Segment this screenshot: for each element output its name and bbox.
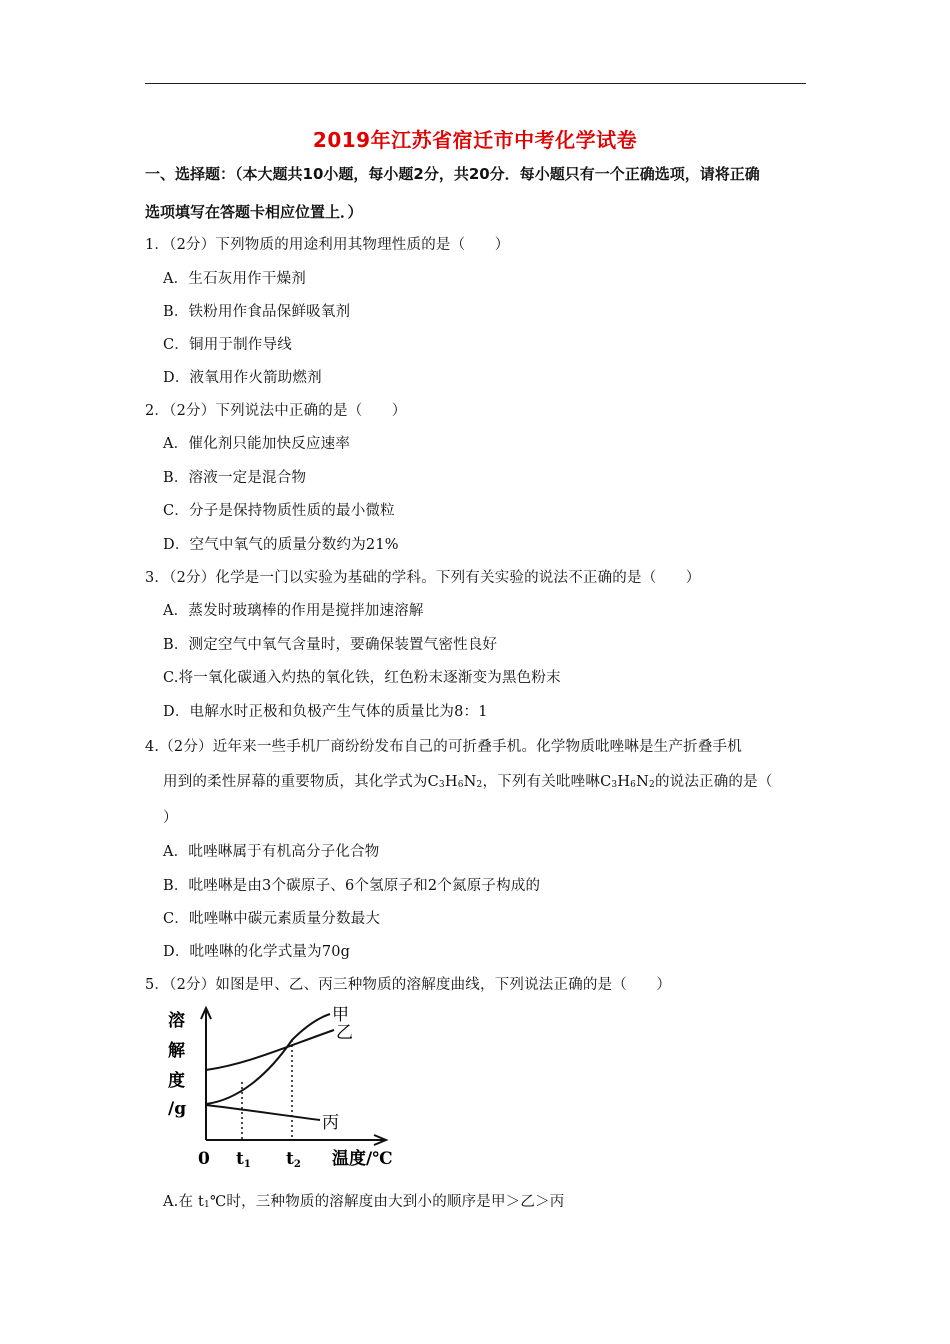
question-4-option-c: C．吡唑啉中碳元素质量分数最大 bbox=[163, 911, 381, 927]
curve-jia bbox=[206, 1014, 330, 1104]
origin-label: 0 bbox=[198, 1149, 210, 1169]
question-3-stem: 3．（2分）化学是一门以实验为基础的学科。下列有关实验的说法不正确的是（ ） bbox=[145, 570, 701, 586]
section-heading-line2: 选项填写在答题卡相应位置上．） bbox=[145, 203, 363, 221]
question-4-option-d: D．吡唑啉的化学式量为70g bbox=[163, 944, 351, 960]
question-4-stem-line2: 用到的柔性屏幕的重要物质，其化学式为C3H6N2，下列有关吡唑啉C3H6N2的说法正确的是（ bbox=[163, 774, 773, 790]
ylabel-2: 解 bbox=[168, 1041, 185, 1061]
question-4-stem-line3: ） bbox=[163, 810, 178, 826]
question-2-stem: 2．（2分）下列说法中正确的是（ ） bbox=[145, 403, 407, 419]
question-1-option-a: A．生石灰用作干燥剂 bbox=[163, 271, 306, 287]
ylabel-1: 溶 bbox=[168, 1011, 185, 1031]
ylabel-3: 度 bbox=[168, 1071, 185, 1091]
question-1-option-b: B．铁粉用作食品保鲜吸氧剂 bbox=[163, 304, 351, 320]
question-3-option-b: B．测定空气中氧气含量时，要确保装置气密性良好 bbox=[163, 637, 498, 653]
question-2-option-a: A．催化剂只能加快反应速率 bbox=[163, 436, 351, 452]
page-title: 2019年江苏省宿迁市中考化学试卷 bbox=[312, 128, 638, 152]
tick-t2: t2 bbox=[286, 1149, 301, 1170]
question-3-option-a: A．蒸发时玻璃棒的作用是搅拌加速溶解 bbox=[163, 603, 424, 619]
section-heading-line1: 一、选择题：（本大题共10小题，每小题2分，共20分．每小题只有一个正确选项，请将正确 bbox=[145, 165, 760, 183]
question-3-option-d: D．电解水时正极和负极产生气体的质量比为8：1 bbox=[163, 704, 488, 720]
solubility-curve-chart bbox=[158, 1000, 418, 1172]
question-1-option-c: C．铜用于制作导线 bbox=[163, 337, 292, 353]
header-rule bbox=[145, 83, 806, 84]
question-1-stem: 1．（2分）下列物质的用途利用其物理性质的是（ ） bbox=[145, 237, 510, 253]
curve-yi bbox=[206, 1030, 334, 1070]
label-bing: 丙 bbox=[322, 1113, 339, 1133]
xlabel: 温度/℃ bbox=[332, 1149, 393, 1169]
question-2-option-b: B．溶液一定是混合物 bbox=[163, 470, 307, 486]
question-3-option-c: C.将一氧化碳通入灼热的氧化铁，红色粉末逐渐变为黑色粉末 bbox=[163, 670, 561, 686]
question-4-option-b: B．吡唑啉是由3个碳原子、6个氢原子和2个氮原子构成的 bbox=[163, 878, 541, 894]
question-5-option-a: A.在 t1℃时，三种物质的溶解度由大到小的顺序是甲＞乙＞丙 bbox=[163, 1194, 565, 1210]
curve-bing bbox=[206, 1105, 320, 1120]
question-4-option-a: A．吡唑啉属于有机高分子化合物 bbox=[163, 844, 380, 860]
question-5-stem: 5．（2分）如图是甲、乙、丙三种物质的溶解度曲线，下列说法正确的是（ ） bbox=[145, 977, 672, 993]
question-2-option-d: D．空气中氧气的质量分数约为21% bbox=[163, 537, 399, 553]
label-yi: 乙 bbox=[336, 1023, 353, 1043]
question-4-stem-line1: 4.（2分）近年来一些手机厂商纷纷发布自己的可折叠手机。化学物质吡唑啉是生产折叠手机 bbox=[145, 739, 742, 755]
question-1-option-d: D．液氧用作火箭助燃剂 bbox=[163, 370, 322, 386]
ylabel-4: /g bbox=[168, 1099, 187, 1119]
tick-t1: t1 bbox=[236, 1149, 251, 1170]
label-jia: 甲 bbox=[332, 1005, 349, 1025]
question-2-option-c: C．分子是保持物质性质的最小微粒 bbox=[163, 503, 395, 519]
